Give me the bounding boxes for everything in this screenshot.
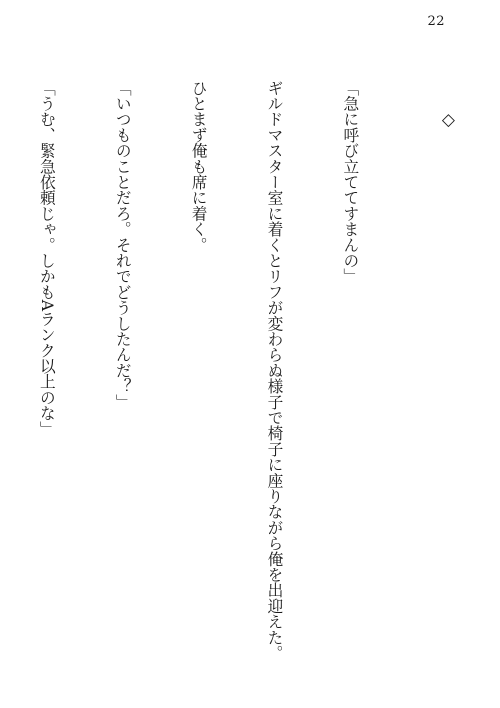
text-line: ひとまず俺も席に着く。	[189, 80, 209, 253]
text-line: 「いつものことだろ。それでどうしたんだ？」	[113, 80, 133, 410]
body-text	[0, 80, 414, 665]
page-number: 22	[427, 14, 445, 29]
text-line: 「急に呼び立ててすまんの」	[341, 80, 361, 285]
text-line: ギルドマスター室に着くとリフが変わらぬ様子で椅子に座りながら俺を出迎えた。	[265, 80, 285, 661]
section-break-diamond-icon: ◇	[441, 110, 455, 130]
text-line: 「うむ、緊急依頼じゃ。しかもAランク以上のな」	[37, 80, 57, 437]
